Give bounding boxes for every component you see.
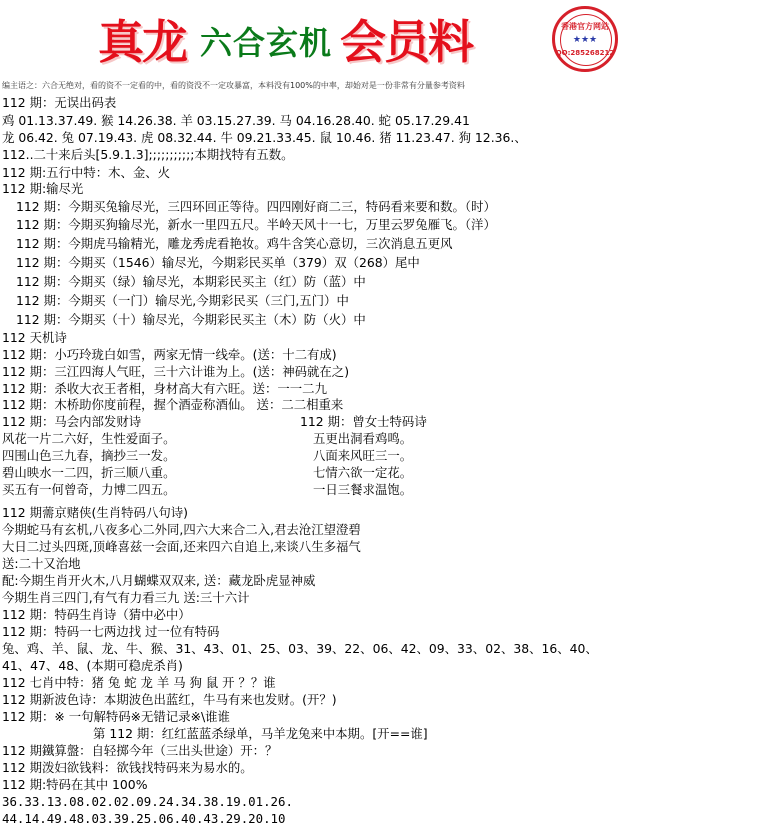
number-list: 36.33.13.08.02.02.09.24.34.38.19.01.26.	[2, 794, 293, 809]
poem-line-right: 八面来风旺三一。	[313, 448, 413, 463]
text-line: 112 期：三江四海人气旺，三十六计谁为上。(送：神码就在之)	[2, 364, 350, 379]
section-title: 112 天机诗	[2, 330, 67, 345]
text-line: 112..二十来后头[5.9.1.3];;;;;;;;;;;本期找特有五数。	[2, 147, 294, 162]
text-line: 112 期：小巧玲珑白如雪，两家无情一线牵。(送：十二有成)	[2, 347, 337, 362]
text-line: 112 期：特码一七两边找 过一位有特码	[2, 624, 220, 639]
zodiac-numbers-row: 鸡 01.13.37.49. 猴 14.26.38. 羊 03.15.27.39. 马 04.16.28.40. 蛇 05.17.29.41	[2, 113, 470, 128]
text-line: 112 期：今期买（1546）输尽光，今期彩民买单（379）双（268）尾中	[16, 255, 420, 270]
text-line: 今期生肖三四门,有气有力看三九 送:三十六计	[2, 590, 250, 605]
seal-qq-text: QQ:285268212	[555, 49, 615, 57]
text-line: 112 期：杀收大衣王者相，身材高大有六旺。送：一一二九	[2, 381, 327, 396]
number-list: 兔、鸡、羊、鼠、龙、牛、猴、31、43、01、25、03、39、22、06、42、09、33、02、38、16、40、	[2, 641, 598, 656]
zodiac-numbers-row: 龙 06.42. 兔 07.19.43. 虎 08.32.44. 牛 09.21.33.45. 鼠 10.46. 猪 11.23.47. 狗 12.36.、	[2, 130, 527, 145]
section-title: 112 期:输尽光	[2, 181, 84, 196]
poem-title-right: 112 期：曾女士特码诗	[300, 414, 427, 429]
official-seal-stamp	[552, 6, 618, 72]
poem-line-left: 买五有一何曾奇，力博二四五。	[2, 482, 176, 497]
poem-line-left: 四围山色三九春，摘抄三一发。	[2, 448, 176, 463]
poem-title-left: 112 期：马会内部发财诗	[2, 414, 142, 429]
text-line: 112 期鐵算盤：自轻掷今年（三出头世途）开：？	[2, 743, 278, 758]
text-line: 112 期：今期买兔输尽光，三四环回正等待。四四刚好商二三，特码看来要和数。（时）	[16, 199, 496, 214]
text-line: 112 期：木桥助你度前程，握个酒壶称酒仙。 送：二二相重来	[2, 397, 344, 412]
title-part3: 会员料	[340, 15, 472, 69]
page-header	[0, 0, 775, 78]
section-title: 112 期：特码生肖诗（猜中必中）	[2, 607, 191, 622]
text-line: 送:二十又治地	[2, 556, 81, 571]
poem-line-left: 风花一片二六好，生性爱面子。	[2, 431, 176, 446]
disclaimer-notice: 编主语之：六合无绝对，看的资不一定看的中，看的资没不一定攻暴富，本料没有100%的中率，却始对是一份非常有分量参考资料	[2, 81, 465, 90]
poem-line-right: 五更出洞看鸡鸣。	[313, 431, 413, 446]
section-title: 112 期薷京赌侠(生肖特码八句诗)	[2, 505, 188, 520]
text-line: 112 期：今期买狗输尽光，新水一里四五尺。半岭天风十一七，万里云罗兔雁飞。（洋）	[16, 217, 496, 232]
text-line: 112 期：※ 一句解特码※无错记录※\谁谁	[2, 709, 230, 724]
text-line: 配:今期生肖开火木,八月蝴蝶双双来, 送：藏龙卧虎显神威	[2, 573, 316, 588]
text-line: 大日二过头四斑,顶峰喜兹一会面,还来四六自追上,来谈八生多福气	[2, 539, 361, 554]
number-list: 41、47、48、(本期可稳虎杀肖)	[2, 658, 183, 673]
text-line: 112 期泼妇欲钱料：欲钱找特码来为易水的。	[2, 760, 253, 775]
text-line: 112 期：今期虎马输精光，雕龙秀虎看艳妆。鸡牛含笑心意切，三次消息五更风	[16, 236, 453, 251]
text-line: 第 112 期：红红蓝蓝杀绿单，马羊龙兔来中本期。[开==谁]	[93, 726, 428, 741]
text-line: 112 期:五行中特：木、金、火	[2, 165, 171, 180]
text-line: 112 七肖中特：猪 兔 蛇 龙 羊 马 狗 鼠 开 ？？谁	[2, 675, 276, 690]
text-line: 112 期新波色诗：本期波色出蓝红，牛马有来也发财。(开？)	[2, 692, 337, 707]
section-title: 112 期:特码在其中 100%	[2, 777, 148, 792]
text-line: 112 期：今期买（一门）输尽光,今期彩民买（三门,五门）中	[16, 293, 349, 308]
number-list: 44.14.49.48.03.39.25.06.40.43.29.20.10	[2, 811, 286, 826]
seal-top-text: 香港官方网站	[561, 22, 609, 31]
text-line: 112 期：今期买（绿）输尽光，本期彩民买主（红）防（蓝）中	[16, 274, 366, 289]
poem-line-right: 七情六欲一定花。	[313, 465, 413, 480]
seal-stars: ★★★	[572, 35, 598, 45]
poem-line-left: 碧山映水一二四，折三顺八重。	[2, 465, 176, 480]
title-part1: 真龙	[98, 15, 186, 69]
poem-line-right: 一日三餐求温饱。	[313, 482, 413, 497]
section-title: 112 期：无误出码表	[2, 95, 117, 110]
text-line: 今期蛇马有玄机,八夜多心二外同,四六大来合二入,君去沧江望澄碧	[2, 522, 361, 537]
text-line: 112 期：今期买（十）输尽光，今期彩民买主（木）防（火）中	[16, 312, 366, 327]
title-part2: 六合玄机	[200, 24, 333, 62]
